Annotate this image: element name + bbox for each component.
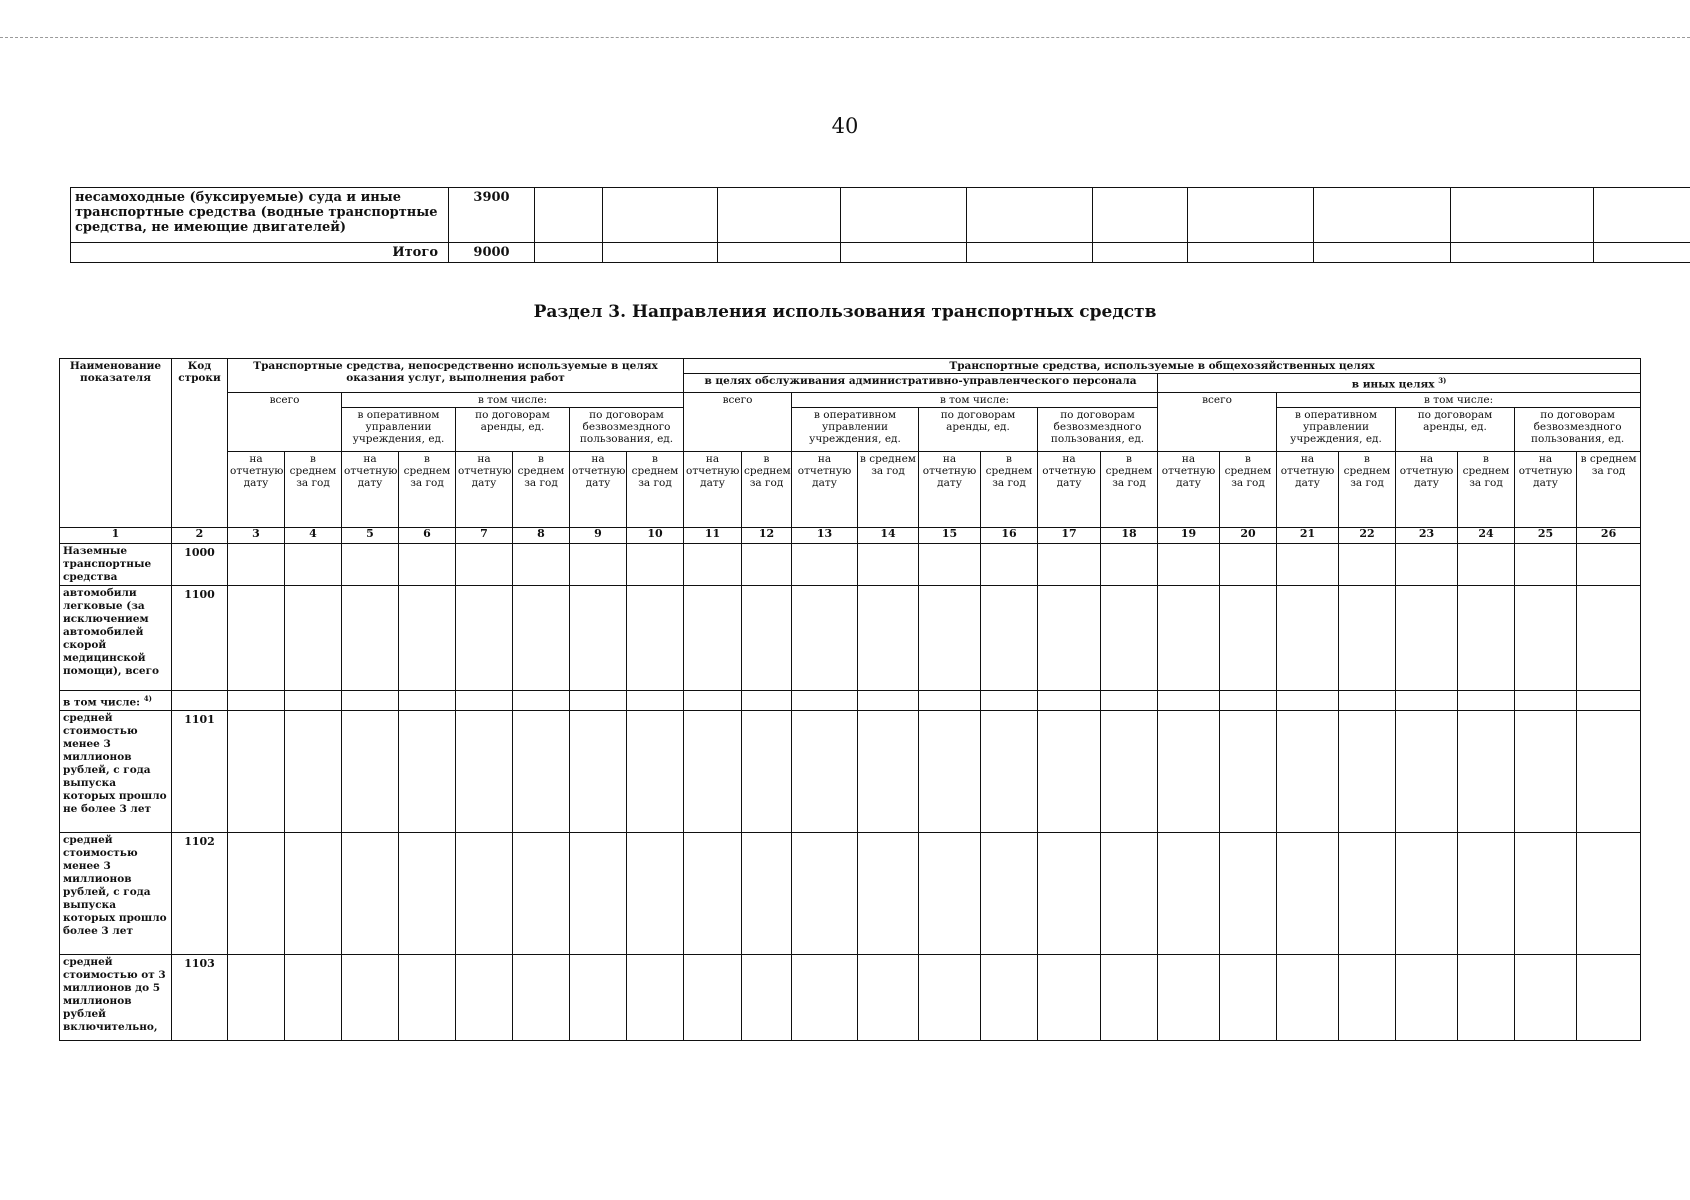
value-cell[interactable]	[1093, 188, 1188, 243]
row-label-text: автомобили легковые (за исключением автомобилей скорой медицинской помощи), всего	[63, 586, 160, 677]
value-cell[interactable]	[1396, 690, 1458, 711]
column-number: 13	[792, 527, 858, 543]
column-number: 25	[1515, 527, 1577, 543]
column-number: 7	[456, 527, 513, 543]
column-number: 21	[1277, 527, 1339, 543]
value-cell[interactable]	[1158, 955, 1220, 1041]
value-cell[interactable]	[1339, 690, 1396, 711]
value-cell[interactable]	[1451, 188, 1594, 243]
value-cell[interactable]	[742, 955, 792, 1041]
footnote-ref: 3)	[1438, 376, 1447, 385]
continuation-table	[70, 187, 1690, 263]
row-code: 1101	[172, 711, 228, 833]
subheader-avg-year: в среднем за год	[285, 451, 342, 527]
header-operative: в оперативном управлении учреждения, ед.	[792, 407, 919, 451]
value-cell[interactable]	[792, 955, 858, 1041]
row-code: 1103	[172, 955, 228, 1041]
value-cell[interactable]	[342, 833, 399, 955]
value-cell[interactable]	[1577, 955, 1641, 1041]
column-number: 4	[285, 527, 342, 543]
value-cell[interactable]	[285, 833, 342, 955]
value-cell[interactable]	[1277, 690, 1339, 711]
section-title: Раздел 3. Направления использования транспортных средств	[533, 302, 1157, 322]
value-cell[interactable]	[1339, 955, 1396, 1041]
value-cell[interactable]	[399, 543, 456, 585]
value-cell[interactable]	[456, 711, 513, 833]
value-cell[interactable]	[1220, 955, 1277, 1041]
value-cell[interactable]	[456, 690, 513, 711]
value-cell[interactable]	[399, 711, 456, 833]
value-cell[interactable]	[342, 711, 399, 833]
value-cell[interactable]	[535, 188, 603, 243]
column-number: 15	[919, 527, 981, 543]
value-cell[interactable]	[456, 833, 513, 955]
value-cell[interactable]	[1396, 543, 1458, 585]
subheader-on-date: на отчетную дату	[1277, 451, 1339, 527]
value-cell[interactable]	[627, 955, 684, 1041]
value-cell[interactable]	[1577, 833, 1641, 955]
value-cell[interactable]	[1101, 585, 1158, 690]
row-code: 1102	[172, 833, 228, 955]
value-cell[interactable]	[603, 188, 718, 243]
subheader-on-date: на отчетную дату	[228, 451, 285, 527]
value-cell[interactable]	[1458, 711, 1515, 833]
section3-table	[59, 358, 1641, 1041]
value-cell[interactable]	[1458, 955, 1515, 1041]
value-cell[interactable]	[981, 585, 1038, 690]
subheader-avg-year: в среднем за год	[399, 451, 456, 527]
value-cell[interactable]	[1396, 833, 1458, 955]
value-cell[interactable]	[742, 833, 792, 955]
value-cell[interactable]	[1314, 188, 1451, 243]
value-cell[interactable]	[1158, 711, 1220, 833]
column-number: 11	[684, 527, 742, 543]
value-cell[interactable]	[1101, 543, 1158, 585]
value-cell[interactable]	[285, 955, 342, 1041]
value-cell[interactable]	[399, 690, 456, 711]
value-cell[interactable]	[1038, 543, 1101, 585]
row-code: 1100	[172, 585, 228, 690]
subheader-on-date: на отчетную дату	[919, 451, 981, 527]
value-cell[interactable]	[718, 243, 841, 263]
value-cell[interactable]	[399, 585, 456, 690]
header-total: всего	[684, 392, 792, 451]
value-cell[interactable]	[1458, 690, 1515, 711]
header-name: Наименование показателя	[60, 359, 172, 528]
subheader-on-date: на отчетную дату	[1158, 451, 1220, 527]
value-cell[interactable]	[981, 690, 1038, 711]
value-cell[interactable]	[228, 543, 285, 585]
value-cell[interactable]	[684, 543, 742, 585]
header-direct-use: Транспортные средства, непосредственно используемые в целях оказания услуг, выполнения работ	[228, 359, 684, 393]
value-cell[interactable]	[858, 955, 919, 1041]
value-cell[interactable]	[1038, 585, 1101, 690]
value-cell[interactable]	[1277, 955, 1339, 1041]
row-label	[60, 585, 172, 690]
column-number: 19	[1158, 527, 1220, 543]
value-cell[interactable]	[1038, 955, 1101, 1041]
value-cell[interactable]	[1594, 188, 1690, 243]
row-code	[172, 690, 228, 711]
subheader-avg-year: в среднем за год	[742, 451, 792, 527]
column-number: 26	[1577, 527, 1641, 543]
header-including: в том числе:	[342, 392, 684, 407]
value-cell[interactable]	[513, 543, 570, 585]
subheader-avg-year: в среднем за год	[1458, 451, 1515, 527]
value-cell[interactable]	[919, 955, 981, 1041]
subheader-avg-year: в среднем за год	[1577, 451, 1641, 527]
value-cell[interactable]	[1220, 690, 1277, 711]
value-cell[interactable]	[1577, 585, 1641, 690]
scan-artifact-line	[0, 37, 1690, 38]
header-including: в том числе:	[1277, 392, 1641, 407]
value-cell[interactable]	[1515, 543, 1577, 585]
value-cell[interactable]	[1396, 955, 1458, 1041]
value-cell[interactable]	[1515, 585, 1577, 690]
column-number: 9	[570, 527, 627, 543]
value-cell[interactable]	[627, 711, 684, 833]
value-cell[interactable]	[1339, 833, 1396, 955]
column-number: 1	[60, 527, 172, 543]
table-row	[71, 243, 1690, 263]
value-cell[interactable]	[399, 955, 456, 1041]
value-cell[interactable]	[1515, 955, 1577, 1041]
value-cell[interactable]	[1277, 543, 1339, 585]
value-cell[interactable]	[1577, 690, 1641, 711]
header-other-purposes	[1158, 374, 1641, 393]
header-free-use: по договорам безвозмездного пользования, ед.	[1515, 407, 1641, 451]
value-cell[interactable]	[456, 955, 513, 1041]
value-cell[interactable]	[1458, 543, 1515, 585]
subheader-on-date: на отчетную дату	[570, 451, 627, 527]
value-cell[interactable]	[1451, 243, 1594, 263]
value-cell[interactable]	[228, 711, 285, 833]
subheader-on-date: на отчетную дату	[684, 451, 742, 527]
header-total: всего	[1158, 392, 1277, 451]
column-number: 22	[1339, 527, 1396, 543]
value-cell[interactable]	[285, 585, 342, 690]
value-cell[interactable]	[1314, 243, 1451, 263]
header-operative: в оперативном управлении учреждения, ед.	[342, 407, 456, 451]
value-cell[interactable]	[1188, 243, 1314, 263]
value-cell[interactable]	[684, 711, 742, 833]
value-cell[interactable]	[858, 543, 919, 585]
value-cell[interactable]	[342, 585, 399, 690]
value-cell[interactable]	[1038, 833, 1101, 955]
subheader-avg-year: в среднем за год	[1220, 451, 1277, 527]
value-cell[interactable]	[1577, 543, 1641, 585]
column-number: 2	[172, 527, 228, 543]
value-cell[interactable]	[1220, 543, 1277, 585]
value-cell[interactable]	[456, 585, 513, 690]
value-cell[interactable]	[285, 690, 342, 711]
column-number: 3	[228, 527, 285, 543]
value-cell[interactable]	[627, 585, 684, 690]
row-label-text: средней стоимостью менее 3 миллионов рублей, с года выпуска которых прошло не более 3 лет	[63, 712, 167, 815]
value-cell[interactable]	[1515, 690, 1577, 711]
subheader-on-date: на отчетную дату	[1396, 451, 1458, 527]
value-cell[interactable]	[513, 955, 570, 1041]
subheader-on-date: на отчетную дату	[1038, 451, 1101, 527]
value-cell[interactable]	[742, 585, 792, 690]
header-free-use: по договорам безвозмездного пользования, ед.	[570, 407, 684, 451]
value-cell[interactable]	[742, 543, 792, 585]
value-cell[interactable]	[1101, 955, 1158, 1041]
value-cell[interactable]	[1101, 690, 1158, 711]
value-cell[interactable]	[1038, 711, 1101, 833]
column-number: 23	[1396, 527, 1458, 543]
table-row	[60, 955, 1641, 1041]
row-code: 1000	[172, 543, 228, 585]
value-cell[interactable]	[858, 585, 919, 690]
value-cell[interactable]	[684, 955, 742, 1041]
column-number: 24	[1458, 527, 1515, 543]
value-cell[interactable]	[1458, 833, 1515, 955]
value-cell[interactable]	[228, 585, 285, 690]
value-cell[interactable]	[792, 711, 858, 833]
table-row	[60, 543, 1641, 585]
row-code: 3900	[449, 188, 535, 243]
header-general-use: Транспортные средства, используемые в общехозяйственных целях	[684, 359, 1641, 374]
footnote-ref: 4)	[143, 693, 152, 703]
value-cell[interactable]	[841, 188, 967, 243]
value-cell[interactable]	[981, 833, 1038, 955]
value-cell[interactable]	[456, 543, 513, 585]
subheader-on-date: на отчетную дату	[1515, 451, 1577, 527]
value-cell[interactable]	[841, 243, 967, 263]
value-cell[interactable]	[792, 585, 858, 690]
page-number: 40	[831, 114, 859, 138]
value-cell[interactable]	[627, 833, 684, 955]
value-cell[interactable]	[684, 833, 742, 955]
value-cell[interactable]	[1188, 188, 1314, 243]
value-cell[interactable]	[858, 711, 919, 833]
row-label-text: средней стоимостью менее 3 миллионов рублей, с года выпуска которых прошло более 3 лет	[63, 834, 167, 937]
value-cell[interactable]	[1093, 243, 1188, 263]
row-label	[60, 833, 172, 955]
value-cell[interactable]	[792, 690, 858, 711]
value-cell[interactable]	[1277, 711, 1339, 833]
value-cell[interactable]	[684, 690, 742, 711]
subheader-avg-year: в среднем за год	[627, 451, 684, 527]
header-admin-staff: в целях обслуживания административно-управленческого персонала	[684, 374, 1158, 393]
subheader-avg-year: в среднем за год	[513, 451, 570, 527]
subheader-row	[60, 451, 1641, 527]
header-operative: в оперативном управлении учреждения, ед.	[1277, 407, 1396, 451]
value-cell[interactable]	[342, 690, 399, 711]
value-cell[interactable]	[1339, 711, 1396, 833]
table-row	[60, 585, 1641, 690]
value-cell[interactable]	[513, 833, 570, 955]
value-cell[interactable]	[535, 243, 603, 263]
value-cell[interactable]	[1515, 711, 1577, 833]
subheader-on-date: на отчетную дату	[342, 451, 399, 527]
header-total: всего	[228, 392, 342, 451]
value-cell[interactable]	[792, 833, 858, 955]
value-cell[interactable]	[570, 955, 627, 1041]
column-number: 20	[1220, 527, 1277, 543]
value-cell[interactable]	[513, 711, 570, 833]
value-cell[interactable]	[1158, 585, 1220, 690]
value-cell[interactable]	[1158, 833, 1220, 955]
value-cell[interactable]	[919, 543, 981, 585]
row-label	[60, 543, 172, 585]
header-lease: по договорам аренды, ед.	[1396, 407, 1515, 451]
column-number: 5	[342, 527, 399, 543]
value-cell[interactable]	[1515, 833, 1577, 955]
column-number-row	[60, 527, 1641, 543]
value-cell[interactable]	[1158, 690, 1220, 711]
column-number: 18	[1101, 527, 1158, 543]
value-cell[interactable]	[627, 690, 684, 711]
subheader-on-date: на отчетную дату	[456, 451, 513, 527]
header-other-purposes-label: в иных целях	[1351, 378, 1435, 391]
column-number: 8	[513, 527, 570, 543]
value-cell[interactable]	[603, 243, 718, 263]
value-cell[interactable]	[1594, 243, 1690, 263]
value-cell[interactable]	[919, 585, 981, 690]
value-cell[interactable]	[981, 711, 1038, 833]
value-cell[interactable]	[981, 955, 1038, 1041]
total-label: Итого	[71, 243, 449, 263]
value-cell[interactable]	[228, 955, 285, 1041]
value-cell[interactable]	[570, 543, 627, 585]
header-lease: по договорам аренды, ед.	[919, 407, 1038, 451]
value-cell[interactable]	[967, 243, 1093, 263]
value-cell[interactable]	[684, 585, 742, 690]
value-cell[interactable]	[1458, 585, 1515, 690]
column-number: 14	[858, 527, 919, 543]
row-label	[60, 955, 172, 1041]
subheader-avg-year: в среднем за год	[1101, 451, 1158, 527]
value-cell[interactable]	[342, 955, 399, 1041]
row-code: 9000	[449, 243, 535, 263]
value-cell[interactable]	[919, 833, 981, 955]
value-cell[interactable]	[1396, 585, 1458, 690]
subheader-on-date: на отчетную дату	[792, 451, 858, 527]
column-number: 10	[627, 527, 684, 543]
value-cell[interactable]	[399, 833, 456, 955]
value-cell[interactable]	[1277, 585, 1339, 690]
value-cell[interactable]	[1577, 711, 1641, 833]
value-cell[interactable]	[919, 711, 981, 833]
value-cell[interactable]	[1220, 833, 1277, 955]
table-row	[60, 711, 1641, 833]
value-cell[interactable]	[919, 690, 981, 711]
column-number: 16	[981, 527, 1038, 543]
row-label	[60, 711, 172, 833]
header-free-use: по договорам безвозмездного пользования, ед.	[1038, 407, 1158, 451]
value-cell[interactable]	[1101, 711, 1158, 833]
value-cell[interactable]	[1396, 711, 1458, 833]
value-cell[interactable]	[742, 690, 792, 711]
subheader-avg-year: в среднем за год	[1339, 451, 1396, 527]
row-label-text: Наземные транспортные средства	[63, 544, 152, 583]
value-cell[interactable]	[570, 585, 627, 690]
row-label	[60, 690, 172, 711]
row-label: несамоходные (буксируемые) суда и иные транспортные средства (водные транспортные средства, не имеющие двигателей)	[71, 188, 449, 243]
header-code: Код строки	[172, 359, 228, 528]
value-cell[interactable]	[981, 543, 1038, 585]
value-cell[interactable]	[342, 543, 399, 585]
value-cell[interactable]	[1220, 585, 1277, 690]
value-cell[interactable]	[570, 833, 627, 955]
value-cell[interactable]	[513, 690, 570, 711]
value-cell[interactable]	[513, 585, 570, 690]
table-row	[60, 690, 1641, 711]
value-cell[interactable]	[858, 690, 919, 711]
value-cell[interactable]	[570, 690, 627, 711]
value-cell[interactable]	[1339, 585, 1396, 690]
value-cell[interactable]	[1277, 833, 1339, 955]
value-cell[interactable]	[718, 188, 841, 243]
value-cell[interactable]	[1339, 543, 1396, 585]
value-cell[interactable]	[1220, 711, 1277, 833]
value-cell[interactable]	[858, 833, 919, 955]
value-cell[interactable]	[1101, 833, 1158, 955]
value-cell[interactable]	[742, 711, 792, 833]
table-row	[60, 833, 1641, 955]
value-cell[interactable]	[570, 711, 627, 833]
column-number: 12	[742, 527, 792, 543]
value-cell[interactable]	[285, 543, 342, 585]
subheader-avg-year: в среднем за год	[981, 451, 1038, 527]
value-cell[interactable]	[967, 188, 1093, 243]
row-label-text: в том числе:	[63, 696, 141, 708]
value-cell[interactable]	[285, 711, 342, 833]
subheader-avg-year: в среднем за год	[858, 451, 919, 527]
column-number: 6	[399, 527, 456, 543]
table-row	[71, 188, 1690, 243]
row-label-text: средней стоимостью от 3 миллионов до 5 миллионов рублей включительно,	[63, 956, 166, 1033]
value-cell[interactable]	[228, 833, 285, 955]
value-cell[interactable]	[1038, 690, 1101, 711]
header-lease: по договорам аренды, ед.	[456, 407, 570, 451]
header-including: в том числе:	[792, 392, 1158, 407]
value-cell[interactable]	[627, 543, 684, 585]
value-cell[interactable]	[228, 690, 285, 711]
column-number: 17	[1038, 527, 1101, 543]
value-cell[interactable]	[792, 543, 858, 585]
value-cell[interactable]	[1158, 543, 1220, 585]
